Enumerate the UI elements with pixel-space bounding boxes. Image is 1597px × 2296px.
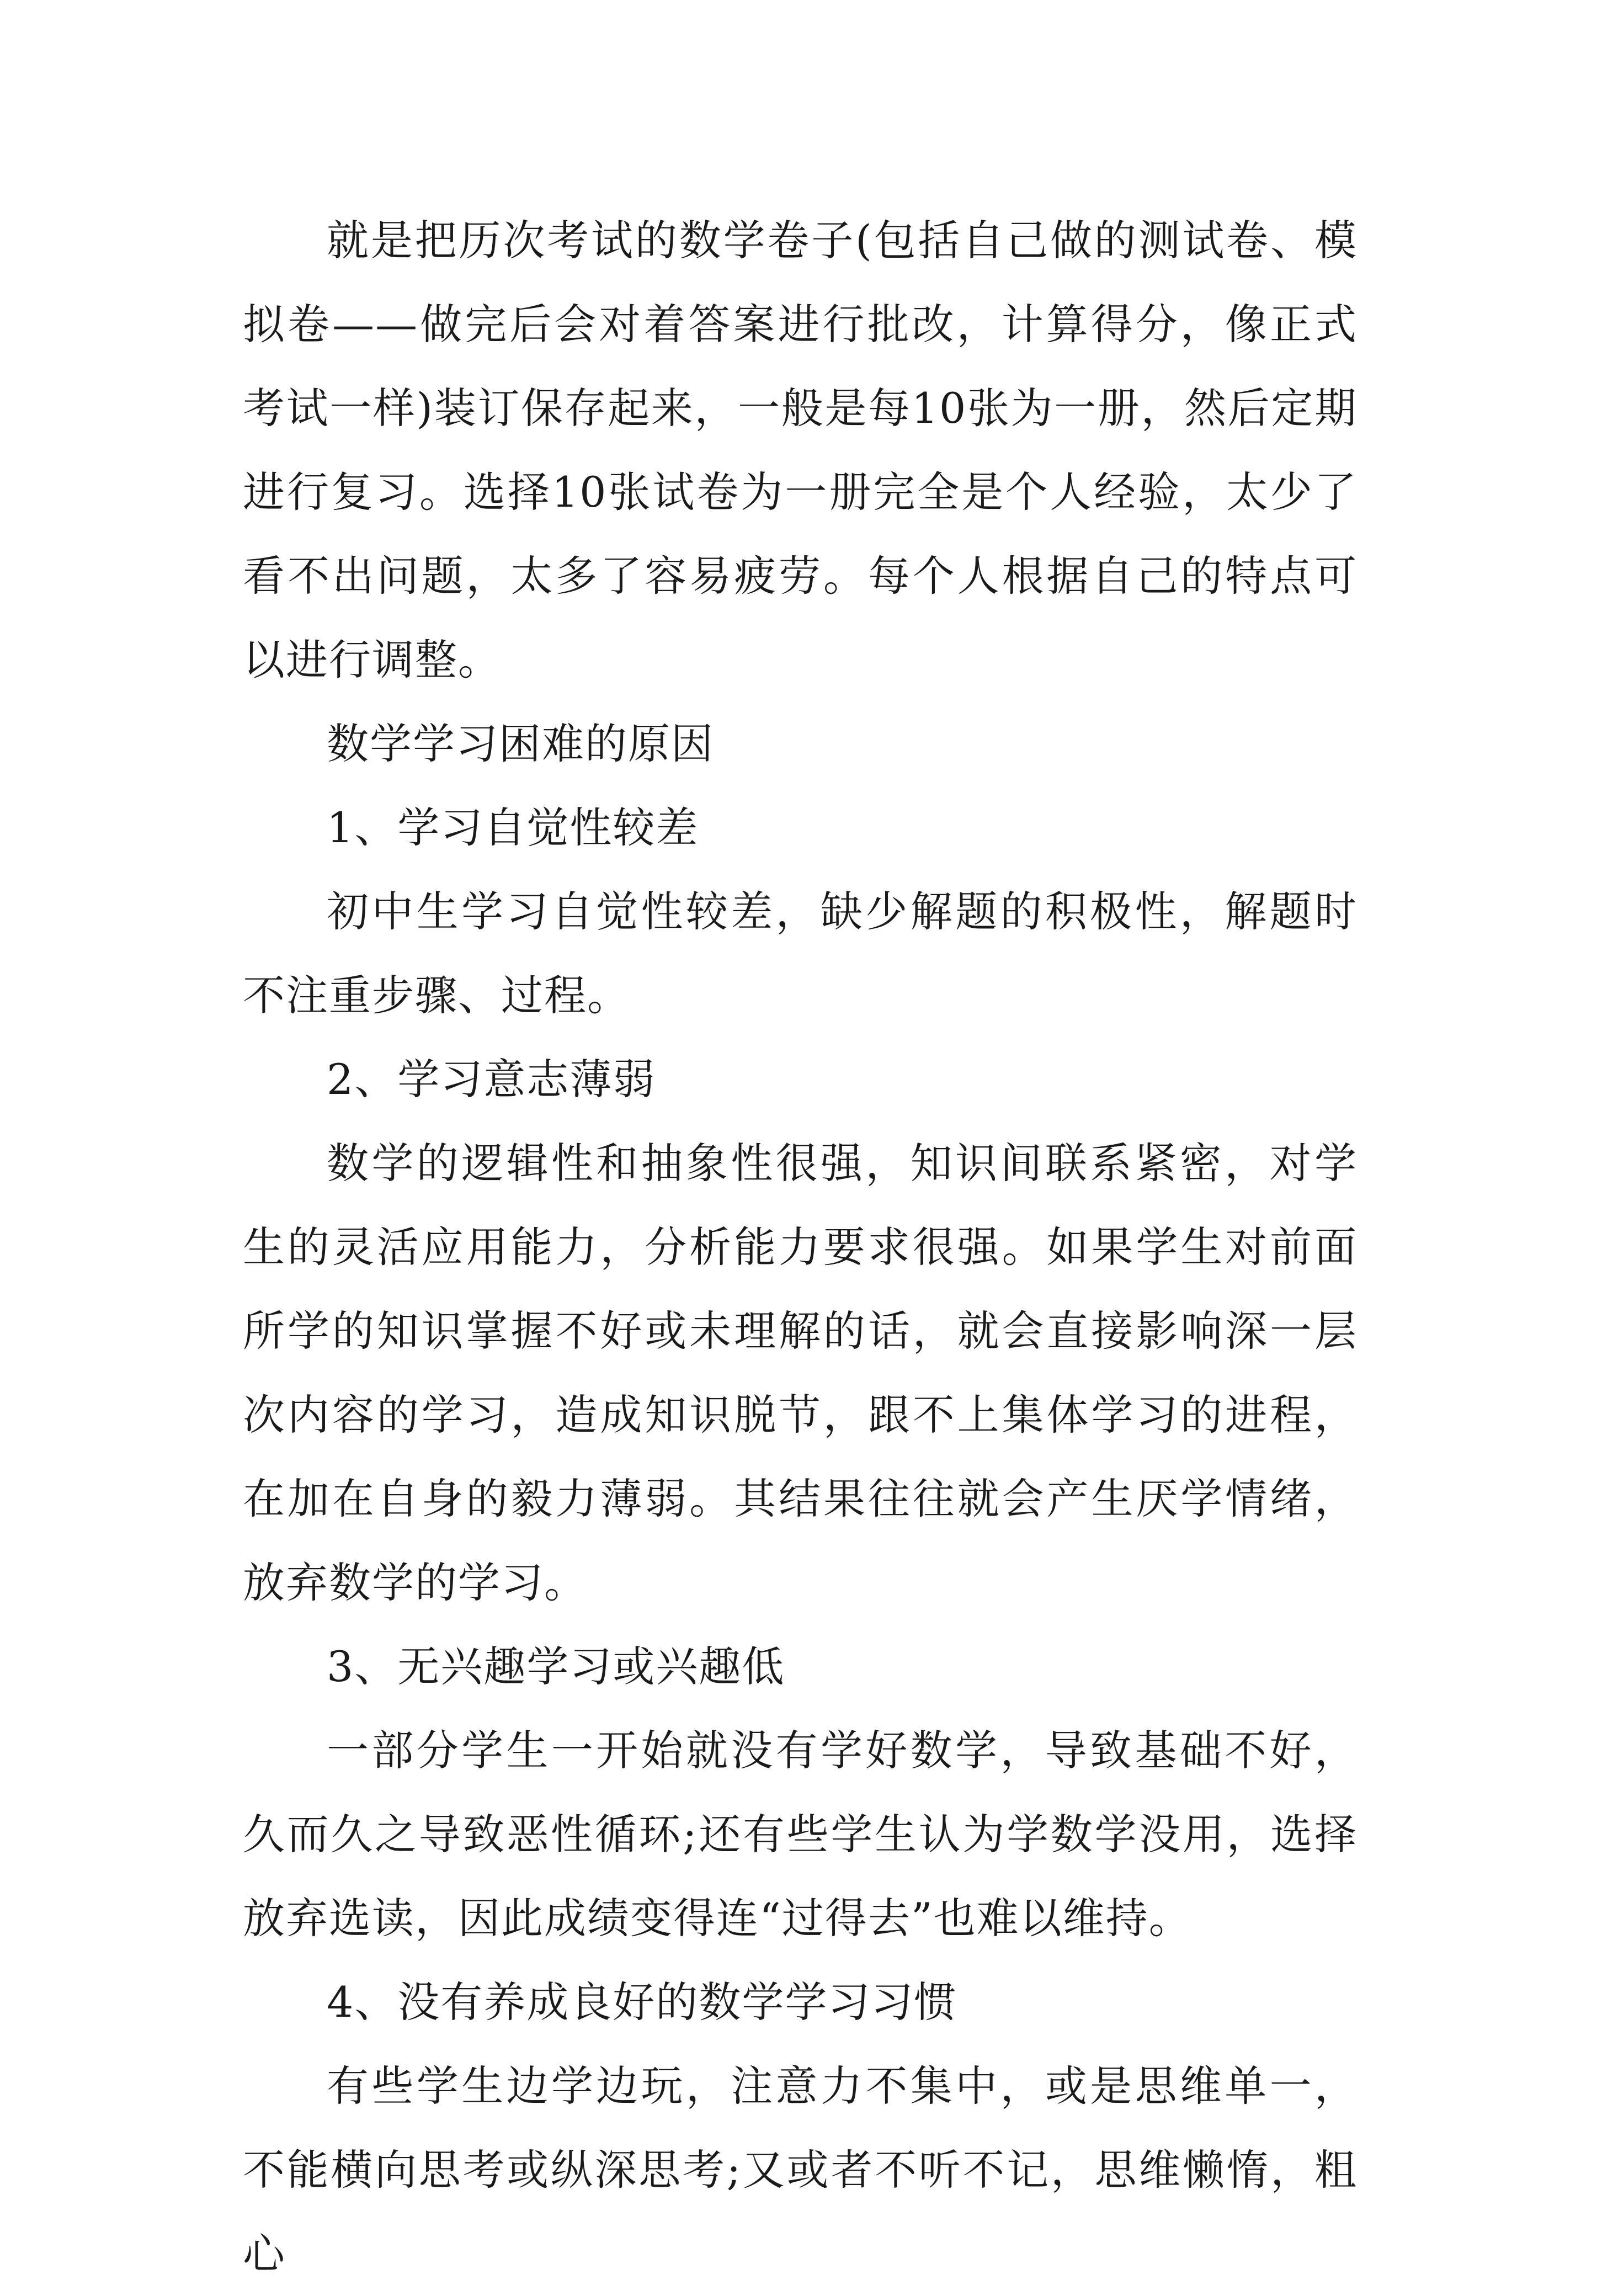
- subheading-2: 2、学习意志薄弱: [327, 1055, 656, 1104]
- subheading-4: 4、没有养成良好的数学学习习惯: [327, 1978, 957, 2027]
- document-body: [243, 199, 1358, 2296]
- paragraph-4: 有些学生边学边玩，注意力不集中，或是思维单一，不能横向思考或纵深思考;又或者不听不记，思维懒惰，粗心: [243, 2061, 1358, 2278]
- paragraph-2: 数学的逻辑性和抽象性很强，知识间联系紧密，对学生的灵活应用能力，分析能力要求很强。如果学生对前面所学的知识掌握不好或未理解的话，就会直接影响深一层次内容的学习，造成知识脱节，跟不上集体学习的进程，在加在自身的毅力薄弱。其结果往往就会产生厌学情绪，放弃数学的学习。: [243, 1139, 1358, 1607]
- section-heading-difficulty-causes: 数学学习困难的原因: [327, 719, 714, 768]
- subheading-1: 1、学习自觉性较差: [327, 803, 699, 852]
- paragraph-1: 初中生学习自觉性较差，缺少解题的积极性，解题时不注重步骤、过程。: [243, 887, 1358, 1020]
- paragraph-review-method: 就是把历次考试的数学卷子(包括自己做的测试卷、模拟卷——做完后会对着答案进行批改，计算得分，像正式考试一样)装订保存起来，一般是每10张为一册，然后定期进行复习。选择10张试卷为一册完全是个人经验，太少了看不出问题，太多了容易疲劳。每个人根据自己的特点可以进行调整。: [243, 216, 1358, 684]
- paragraph-3: 一部分学生一开始就没有学好数学，导致基础不好，久而久之导致恶性循环;还有些学生认为学数学没用，选择放弃选读，因此成绩变得连“过得去”也难以维持。: [243, 1726, 1358, 1943]
- subheading-3: 3、无兴趣学习或兴趣低: [327, 1642, 785, 1691]
